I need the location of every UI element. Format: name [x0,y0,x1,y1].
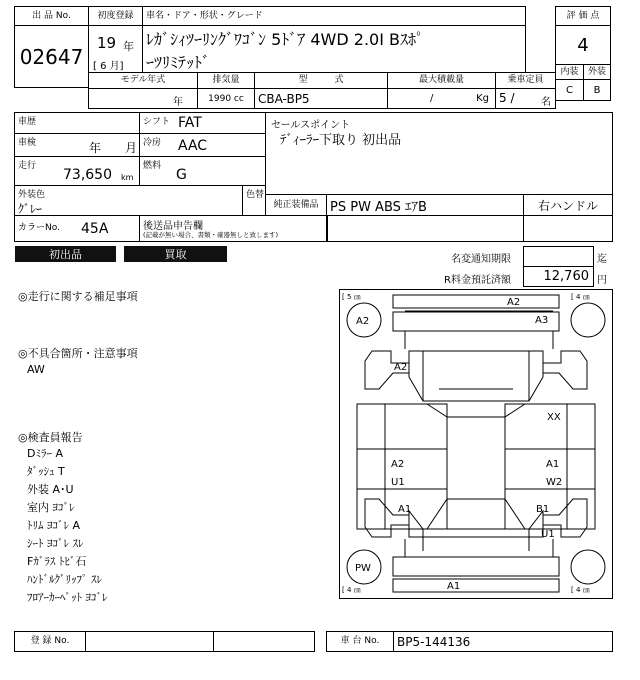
spec-capacity-v [495,88,556,109]
defects-title: ◎不具合箇所・注意事項 [18,347,138,360]
spec-max-load-h [387,72,496,89]
spec-displacement-h [197,72,255,89]
equipment-extra-1 [326,215,524,242]
inspector-line: ﾊﾝﾄﾞﾙｸﾞﾘｯﾌﾟ ｽﾚ [27,573,102,586]
spec-capacity-label: 乗車定員 [507,75,544,85]
diagram-frame [340,290,613,599]
mark-right-door-front-1: A1 [546,459,560,470]
mark-wheel-bl: PW [355,563,371,574]
car-name-line1: ﾚｶﾞｼｨﾂｰﾘﾝｸﾞﾜｺﾞﾝ 5ﾄﾞｱ 4WD 2.0I Bｽﾎﾟ [146,30,424,49]
mark-bottom-panel: A1 [447,581,461,592]
inspector-line: ﾌﾛｱｰｶｰﾍﾟｯﾄ ﾖｺﾞﾚ [27,591,108,604]
steering-cell [523,194,613,216]
lot-number-header [14,6,89,26]
mark-right-door-front-2: W2 [546,477,563,488]
fuel-cell [139,156,266,186]
spec-capacity-unit: 名 [541,97,551,108]
color-no-cell [14,215,140,242]
car-damage-diagram [339,289,613,599]
corner-br: [ 4 ㎝ [571,586,590,594]
rear-bumper-panel [393,557,559,576]
mark-wheel-fl: A2 [356,316,370,327]
spec-model-type-label: 型 式 [298,75,344,85]
post-items-label: 後送品申告欄 [143,221,203,232]
inspection-year: 年 [89,141,102,155]
color-no-value: 45A [81,221,109,237]
corner-tr: [ 4 ㎝ [571,293,590,301]
reg-no-value-cell [85,631,214,652]
inspection-label: 車検 [18,138,37,148]
lot-number-value: 02647 [19,44,84,69]
top-panel [393,295,559,308]
fuel-value: G [176,167,187,183]
mileage-unit: km [121,173,134,182]
spec-model-type-value: CBA-BP5 [258,91,310,106]
first-reg-box [88,25,143,73]
inspector-line: Fｶﾞﾗｽ ﾄﾋﾞ石 [27,555,87,568]
first-reg-year: 19 [97,34,117,52]
sales-point-box [265,112,613,195]
interior-grade-box [555,79,584,101]
score-label: 評 価 点 [566,10,600,21]
equipment-value: PS PW ABS ｴｱB [330,199,427,215]
mark-hood-left: A2 [394,362,408,373]
exterior-label: 外装 [587,66,606,77]
repaint-label: 色替 [246,190,265,200]
bottom-panel [393,579,559,592]
first-reg-month: [ 6 月] [93,61,124,72]
recycle-unit: 円 [597,275,607,286]
spec-capacity-h [495,72,556,89]
spec-model-year-label: モデル年式 [120,75,166,85]
car-name-header [142,6,526,26]
first-reg-header [88,6,143,26]
history-label: 車歴 [18,117,37,127]
score-header [555,6,611,26]
spec-model-type-v [254,88,388,109]
spec-max-load-label: 最大積載量 [418,75,464,85]
inspector-line: Dﾐﾗｰ A [27,447,63,460]
car-name-line2: ｰﾂﾘﾐﾃｯﾄﾞ [146,53,211,72]
color-no-label: カラーNo. [18,223,60,233]
chassis-value-cell [393,631,613,652]
spec-capacity-value: 5 / [499,91,515,105]
lot-number-box [14,25,89,88]
spec-displacement-value: 1990 cc [208,93,244,104]
inspector-line: 外装 A･U [27,483,74,496]
chassis-label-cell [326,631,394,652]
shift-label: シフト [143,117,171,127]
chassis-label: 車 台 No. [340,636,380,646]
ac-label: 冷房 [143,138,162,148]
fuel-label: 燃料 [143,161,162,171]
shift-cell [139,112,266,134]
inspection-cell [14,133,140,157]
mark-left-door-rear: A1 [398,504,412,515]
name-change-unit: 迄 [597,254,607,265]
reg-no-label: 登 録 No. [30,636,70,646]
inspection-month: 月 [125,141,138,155]
inspector-line: ﾄﾘﾑ ﾖｺﾞﾚ A [27,519,81,532]
steering-value: 右ハンドル [537,198,598,213]
car-name-box [142,25,526,73]
inspector-line: ｼｰﾄ ﾖｺﾞﾚ ｽﾚ [27,537,84,550]
spec-displacement-v [197,88,255,109]
ac-value: AAC [178,138,208,154]
exterior-label-box [583,64,611,80]
wheel-rear-right [571,550,605,584]
recycle-label: R料金預託済額 [444,275,511,286]
wheel-front-right [571,303,605,337]
purchase-tag: 買取 [124,246,227,262]
mileage-value: 73,650 [63,167,112,183]
lot-number-label: 出 品 No. [32,10,71,21]
reg-no-extra-cell [213,631,315,652]
spec-model-year-v [88,88,198,109]
equipment-label-cell [265,194,327,216]
equipment-label: 純正装備品 [273,199,319,210]
corner-bl: [ 4 ㎝ [342,586,361,594]
equipment-value-cell [326,194,524,216]
ext-color-label: 外装色 [18,190,46,200]
first-listing-tag: 初出品 [15,246,116,262]
name-change-box [523,246,594,267]
reg-no-label-cell [14,631,86,652]
mileage-label: 走行 [18,161,37,171]
first-reg-label: 初度登録 [97,10,134,21]
sales-point-label: セールスポイント [271,120,351,131]
ext-color-cell [14,185,243,216]
defects-text: AW [27,363,45,376]
ac-cell [139,133,266,157]
spec-model-year-unit: 年 [173,97,183,108]
score-value: 4 [577,34,589,56]
spec-max-load-value: / [430,93,434,104]
driving-notes-title: ◎走行に関する補足事項 [18,290,138,303]
mileage-cell [14,156,140,186]
score-box [555,25,611,65]
sales-point-text: ﾃﾞｨｰﾗｰ下取り 初出品 [280,133,402,148]
mark-left-door-front-2: U1 [391,477,405,488]
mark-right-fender: XX [547,412,561,423]
equipment-extra-2 [523,215,613,242]
spec-displacement-label: 排気量 [212,75,240,85]
mark-top-panel: A2 [507,297,521,308]
first-reg-year-unit: 年 [123,40,134,53]
repaint-cell [242,185,266,216]
name-change-label: 名変通知期限 [451,254,511,265]
interior-label: 内装 [560,66,579,77]
exterior-grade-box [583,79,611,101]
interior-grade: C [566,84,573,96]
exterior-grade: B [593,84,601,96]
corner-tl: [ 5 ㎝ [342,293,361,301]
recycle-box [523,266,594,287]
spec-max-load-v [387,88,496,109]
notes-area [18,289,318,619]
shift-value: FAT [178,115,202,131]
inspector-line: 室内 ﾖｺﾞﾚ [27,501,75,514]
car-name-label: 車名・ドア・形状・グレード [146,10,263,21]
inspector-title: ◎検査員報告 [18,431,83,444]
mark-front-bumper: A3 [535,315,549,326]
chassis-value: BP5-144136 [397,634,471,649]
mark-right-door-rear-2: U1 [541,529,555,540]
ext-color-value: ｸﾞﾚｰ [18,202,43,216]
history-cell [14,112,140,134]
post-items-note: (記載が無い場合、書類・確器無しと致します) [143,231,279,239]
mark-left-door-front-1: A2 [391,459,405,470]
recycle-value: 12,760 [543,269,589,284]
mark-right-door-rear-1: B1 [536,504,550,515]
spec-max-load-unit: Kg [476,93,489,104]
post-items-cell [139,215,328,242]
spec-model-type-h [254,72,388,89]
inspector-line: ﾀﾞｯｼｭ T [27,465,65,478]
interior-label-box [555,64,584,80]
spec-model-year-h [88,72,198,89]
